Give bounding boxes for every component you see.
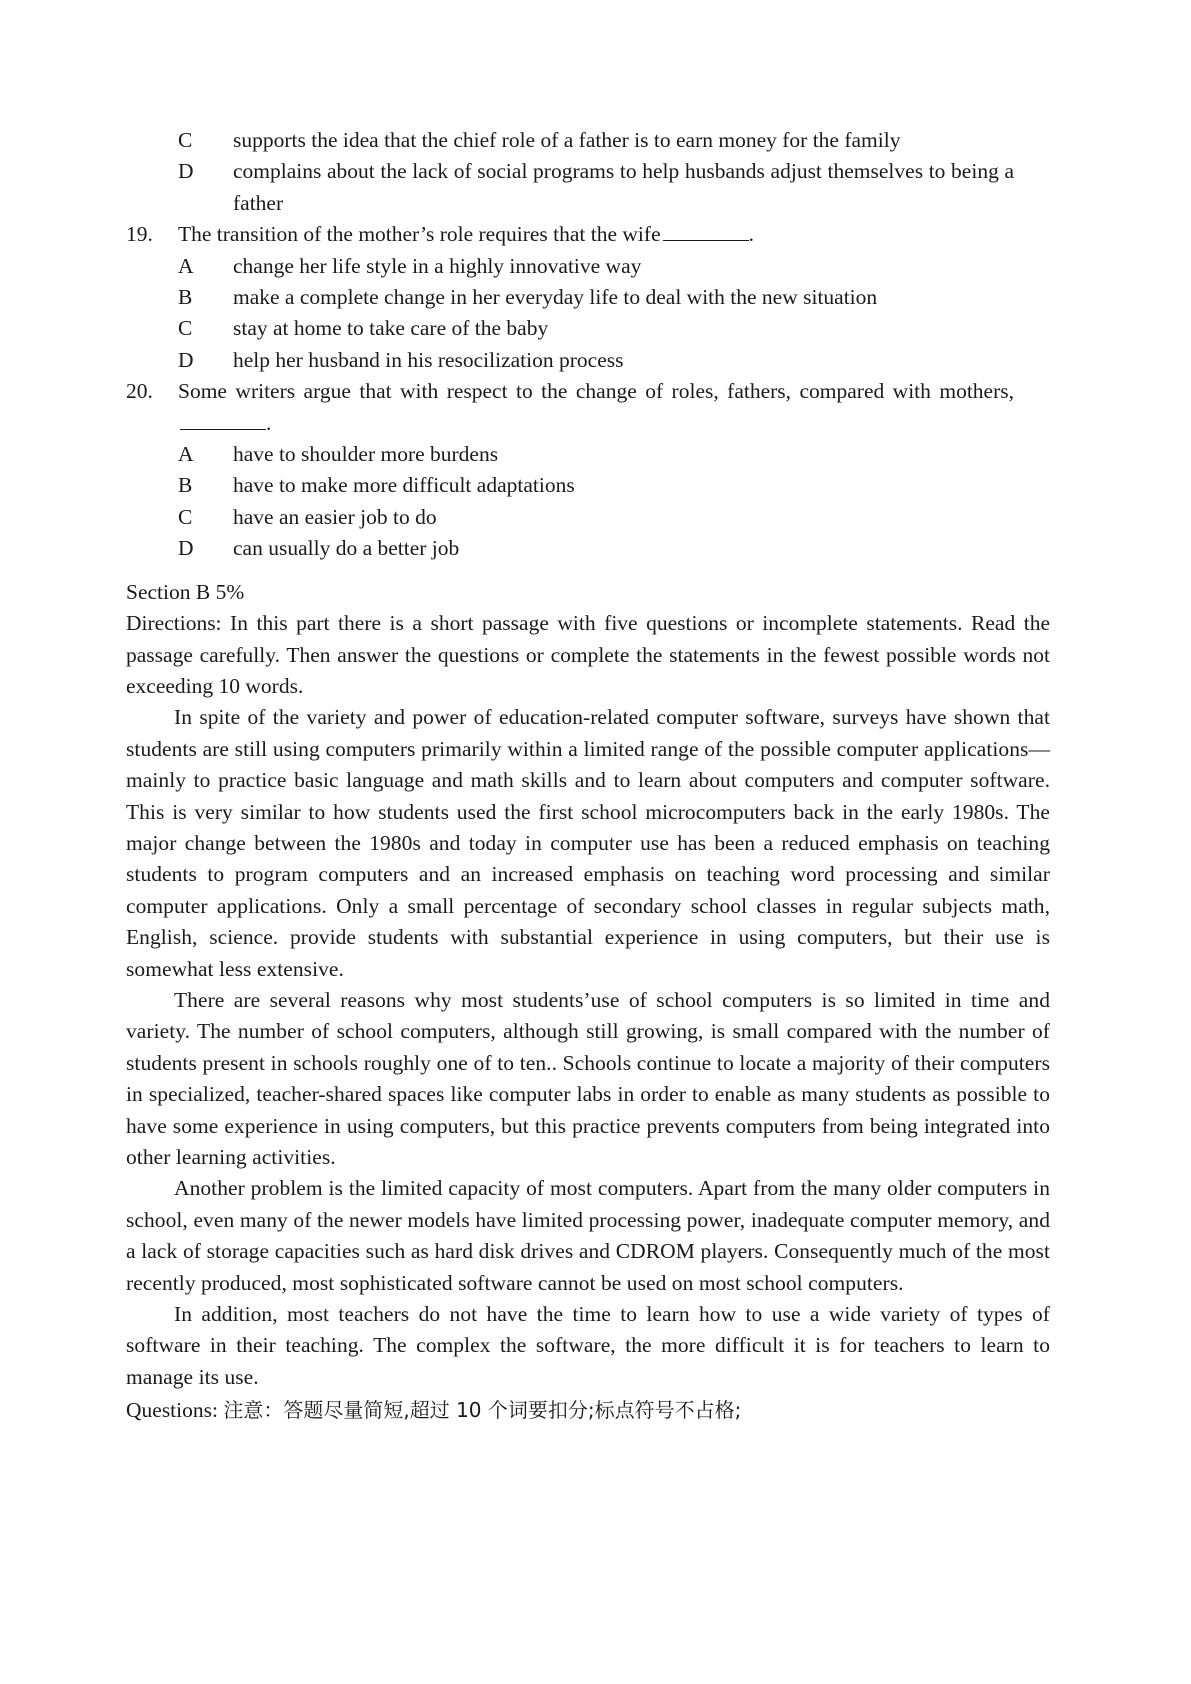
section-title: Section B 5%: [126, 579, 245, 604]
answer-blank: [180, 409, 266, 430]
option-c: [178, 313, 1014, 344]
option-letter: D: [178, 536, 194, 561]
option-letter: B: [178, 285, 193, 310]
question-stem: [126, 219, 1014, 250]
option-d: [178, 345, 1014, 376]
option-text: change her life style in a highly innovative way: [233, 253, 642, 278]
option-d: [178, 156, 1014, 219]
question-19: [126, 219, 1050, 376]
option-text: help her husband in his resocilization process: [233, 347, 624, 372]
passage-paragraph: In spite of the variety and power of education-related computer software, surveys have shown that students are still using computers primarily within a limited range of the possible computer applications—mainly to practice basic language and math skills and to learn about computers and computer software. This is very similar to how students used the first school microcomputers back in the early 1980s. The major change between the 1980s and today in computer use has been a reduced emphasis on teaching students to program computers and an increased emphasis on teaching word processing and similar computer applications. Only a small percentage of secondary school classes in regular subjects math, English, science. provide students with substantial experience in using computers, but their use is somewhat less extensive.: [126, 705, 1050, 981]
option-text: make a complete change in her everyday life to deal with the new situation: [233, 285, 878, 310]
stem-end: .: [748, 222, 754, 247]
q18-options: [126, 125, 1050, 219]
section-b: [126, 577, 1050, 1427]
question-stem-text: Some writers argue that with respect to the change of roles, fathers, compared with mothers,: [178, 379, 1014, 404]
option-d: [178, 533, 1014, 564]
option-a: [178, 439, 1014, 470]
option-letter: C: [178, 128, 193, 152]
option-letter: D: [178, 159, 194, 184]
option-text: have an easier job to do: [233, 504, 437, 529]
question-stem-text: The transition of the mother’s role requires that the wife: [178, 222, 661, 247]
option-a: [178, 251, 1014, 282]
questions-note: 注意：答题尽量简短,超过 10 个词要扣分;标点符号不占格;: [223, 1398, 742, 1423]
passage-paragraph: Another problem is the limited capacity of most computers. Apart from the many older computers in school, even many of the newer models have limited processing power, inadequate computer memory, and a lack of storage capacities such as hard disk drives and CDROM players. Consequently much of the most recently produced, most sophisticated software cannot be used on most school computers.: [126, 1176, 1050, 1295]
option-c: [178, 125, 1014, 156]
option-letter: C: [178, 316, 193, 341]
question-number: 20.: [126, 379, 153, 404]
option-text: complains about the lack of social programs to help husbands adjust themselves to being a father: [233, 159, 1014, 215]
option-letter: D: [178, 347, 194, 372]
option-text: can usually do a better job: [233, 536, 460, 561]
question-number: 19.: [126, 222, 153, 247]
option-letter: B: [178, 473, 193, 498]
option-b: [178, 282, 1014, 313]
directions: Directions: In this part there is a short passage with five questions or incomplete statements. Read the passage carefully. Then answer the questions or complete the statements in the fewest possible words not exceeding 10 words.: [126, 611, 1050, 698]
stem-end: .: [266, 410, 272, 435]
questions-label: Questions:: [126, 1398, 224, 1423]
passage-paragraph: There are several reasons why most students’use of school computers is so limited in time and variety. The number of school computers, although still growing, is small compared with the number of students present in schools roughly one of to ten.. Schools continue to locate a majority of their computers in specialized, teacher-shared spaces like computer labs in order to enable as many students as possible to have some experience in using computers, but this practice prevents computers from being integrated into other learning activities.: [126, 987, 1050, 1169]
option-letter: C: [178, 504, 193, 529]
question-stem: [126, 376, 1014, 439]
option-letter: A: [178, 442, 194, 467]
option-text: supports the idea that the chief role of a father is to earn money for the family: [233, 128, 901, 152]
document-page: [126, 125, 1050, 1427]
passage-paragraph: In addition, most teachers do not have the time to learn how to use a wide variety of types of software in their teaching. The complex the software, the more difficult it is for teachers to learn to manage its use.: [126, 1302, 1050, 1389]
question-20: [126, 376, 1050, 564]
option-c: [178, 502, 1014, 533]
option-text: have to shoulder more burdens: [233, 442, 499, 467]
questions-heading: [126, 1395, 1050, 1426]
option-b: [178, 470, 1014, 501]
option-text: stay at home to take care of the baby: [233, 316, 549, 341]
option-text: have to make more difficult adaptations: [233, 473, 575, 498]
answer-blank: [663, 220, 749, 241]
option-letter: A: [178, 253, 194, 278]
